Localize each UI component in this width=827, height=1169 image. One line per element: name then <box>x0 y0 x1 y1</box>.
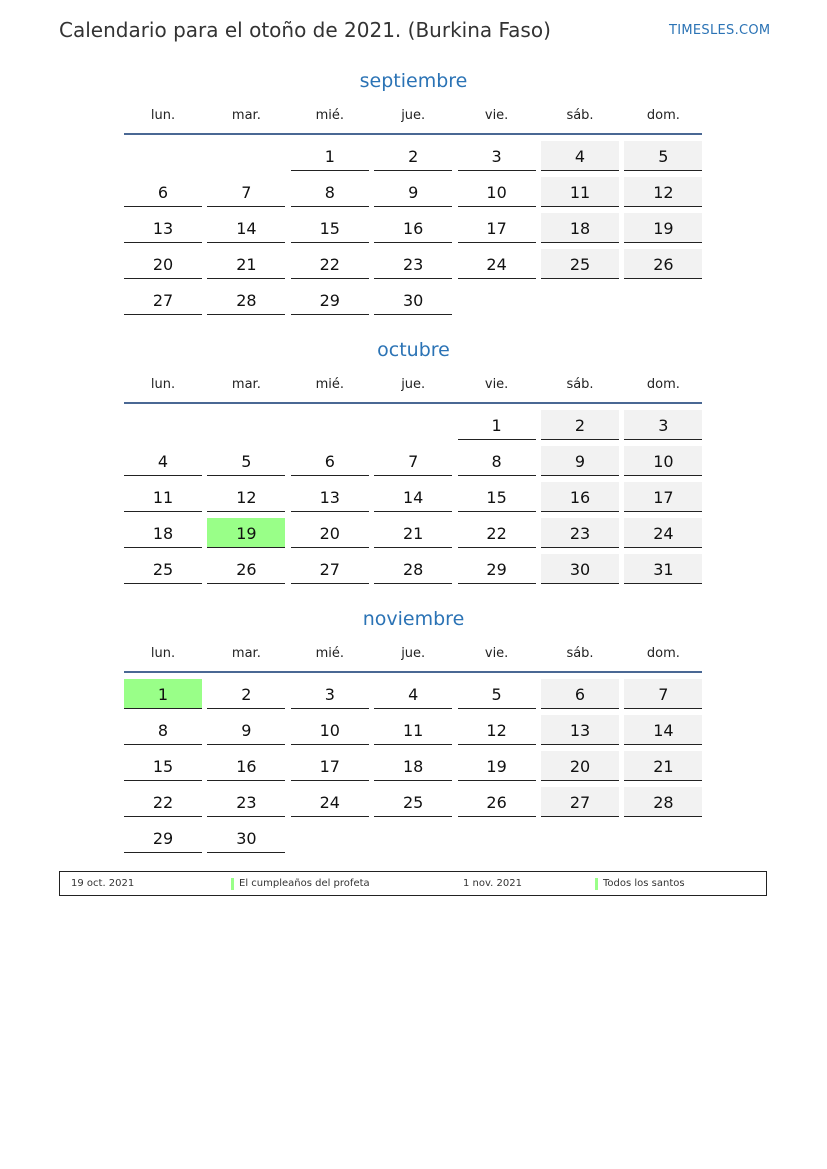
legend-date: 1 nov. 2021 <box>463 878 522 889</box>
day-cell: 7 <box>207 177 285 207</box>
day-cell: 9 <box>374 177 452 207</box>
day-cell: 15 <box>458 482 536 512</box>
weekday-header <box>124 108 702 128</box>
day-cell: 13 <box>541 715 619 745</box>
day-cell: 17 <box>624 482 702 512</box>
day-cell: 17 <box>458 213 536 243</box>
day-cell: 9 <box>541 446 619 476</box>
holiday-day-cell: 19 <box>207 518 285 548</box>
day-cell: 28 <box>374 554 452 584</box>
day-cell: 28 <box>207 285 285 315</box>
day-cell: 16 <box>541 482 619 512</box>
brand-link[interactable]: TIMESLES.COM <box>669 23 771 38</box>
day-cell: 8 <box>458 446 536 476</box>
weekday-label: mié. <box>315 377 344 392</box>
weekday-label: mar. <box>231 108 261 123</box>
day-cell: 4 <box>124 446 202 476</box>
day-cell: 22 <box>291 249 369 279</box>
day-cell: 3 <box>458 141 536 171</box>
day-cell: 24 <box>458 249 536 279</box>
month-divider <box>124 402 702 404</box>
day-cell: 27 <box>291 554 369 584</box>
day-cell: 24 <box>624 518 702 548</box>
day-cell: 9 <box>207 715 285 745</box>
day-cell: 2 <box>541 410 619 440</box>
day-cell: 18 <box>124 518 202 548</box>
day-cell: 10 <box>624 446 702 476</box>
day-cell: 21 <box>207 249 285 279</box>
day-cell: 25 <box>124 554 202 584</box>
day-cell: 18 <box>374 751 452 781</box>
day-cell: 11 <box>124 482 202 512</box>
day-cell: 7 <box>624 679 702 709</box>
legend-holiday-name: Todos los santos <box>603 878 685 889</box>
day-cell: 29 <box>124 823 202 853</box>
day-cell: 29 <box>458 554 536 584</box>
day-cell: 12 <box>624 177 702 207</box>
weekday-label: mar. <box>231 377 261 392</box>
legend-color-marker <box>231 878 234 890</box>
weekday-label: mié. <box>315 108 344 123</box>
weekday-label: lun. <box>150 377 176 392</box>
day-cell: 10 <box>291 715 369 745</box>
holiday-day-cell: 1 <box>124 679 202 709</box>
day-cell: 2 <box>374 141 452 171</box>
day-cell: 26 <box>624 249 702 279</box>
day-cell: 11 <box>374 715 452 745</box>
weekday-label: dom. <box>646 646 680 661</box>
weekday-label: vie. <box>484 646 509 661</box>
day-cell: 18 <box>541 213 619 243</box>
day-cell: 4 <box>374 679 452 709</box>
day-cell: 5 <box>207 446 285 476</box>
legend-holiday-name: El cumpleaños del profeta <box>239 878 370 889</box>
weekday-label: mié. <box>315 646 344 661</box>
weekday-label: lun. <box>150 108 176 123</box>
day-cell: 29 <box>291 285 369 315</box>
day-cell: 15 <box>291 213 369 243</box>
day-cell: 23 <box>374 249 452 279</box>
day-cell: 21 <box>624 751 702 781</box>
weekday-label: sáb. <box>566 377 594 392</box>
day-cell: 26 <box>207 554 285 584</box>
day-cell: 4 <box>541 141 619 171</box>
day-cell: 19 <box>458 751 536 781</box>
day-cell: 7 <box>374 446 452 476</box>
day-cell: 8 <box>291 177 369 207</box>
weekday-label: jue. <box>401 377 426 392</box>
month-title: octubre <box>377 339 450 361</box>
page-title: Calendario para el otoño de 2021. (Burkina Faso) <box>59 18 551 42</box>
weekday-label: dom. <box>646 108 680 123</box>
day-cell: 2 <box>207 679 285 709</box>
day-cell: 3 <box>291 679 369 709</box>
day-cell: 1 <box>458 410 536 440</box>
day-cell: 13 <box>291 482 369 512</box>
day-cell: 6 <box>124 177 202 207</box>
day-cell: 15 <box>124 751 202 781</box>
weekday-label: jue. <box>401 646 426 661</box>
day-cell: 14 <box>207 213 285 243</box>
day-cell: 16 <box>374 213 452 243</box>
day-cell: 28 <box>624 787 702 817</box>
day-cell: 5 <box>458 679 536 709</box>
day-cell: 13 <box>124 213 202 243</box>
legend-color-marker <box>595 878 598 890</box>
day-cell: 27 <box>541 787 619 817</box>
legend-date: 19 oct. 2021 <box>71 878 135 889</box>
day-cell: 25 <box>541 249 619 279</box>
month-title: septiembre <box>359 70 468 92</box>
day-cell: 23 <box>541 518 619 548</box>
day-cell: 11 <box>541 177 619 207</box>
weekday-header <box>124 377 702 397</box>
day-cell: 12 <box>207 482 285 512</box>
day-cell: 25 <box>374 787 452 817</box>
day-cell: 23 <box>207 787 285 817</box>
day-cell: 20 <box>291 518 369 548</box>
day-cell: 24 <box>291 787 369 817</box>
day-cell: 16 <box>207 751 285 781</box>
weekday-label: sáb. <box>566 108 594 123</box>
day-cell: 6 <box>541 679 619 709</box>
day-cell: 5 <box>624 141 702 171</box>
weekday-header <box>124 646 702 666</box>
day-cell: 17 <box>291 751 369 781</box>
weekday-label: dom. <box>646 377 680 392</box>
day-cell: 30 <box>207 823 285 853</box>
weekday-label: jue. <box>401 108 426 123</box>
day-cell: 22 <box>124 787 202 817</box>
day-cell: 14 <box>624 715 702 745</box>
day-cell: 20 <box>541 751 619 781</box>
day-cell: 27 <box>124 285 202 315</box>
day-cell: 8 <box>124 715 202 745</box>
day-cell: 22 <box>458 518 536 548</box>
day-cell: 1 <box>291 141 369 171</box>
weekday-label: mar. <box>231 646 261 661</box>
day-cell: 30 <box>374 285 452 315</box>
weekday-label: vie. <box>484 108 509 123</box>
weekday-label: sáb. <box>566 646 594 661</box>
day-cell: 14 <box>374 482 452 512</box>
day-cell: 31 <box>624 554 702 584</box>
day-cell: 3 <box>624 410 702 440</box>
month-divider <box>124 133 702 135</box>
day-cell: 10 <box>458 177 536 207</box>
day-cell: 12 <box>458 715 536 745</box>
weekday-label: lun. <box>150 646 176 661</box>
weekday-label: vie. <box>484 377 509 392</box>
day-cell: 6 <box>291 446 369 476</box>
day-cell: 21 <box>374 518 452 548</box>
month-divider <box>124 671 702 673</box>
day-cell: 20 <box>124 249 202 279</box>
day-cell: 26 <box>458 787 536 817</box>
holiday-legend <box>59 871 767 896</box>
month-title: noviembre <box>362 608 465 630</box>
day-cell: 30 <box>541 554 619 584</box>
day-cell: 19 <box>624 213 702 243</box>
